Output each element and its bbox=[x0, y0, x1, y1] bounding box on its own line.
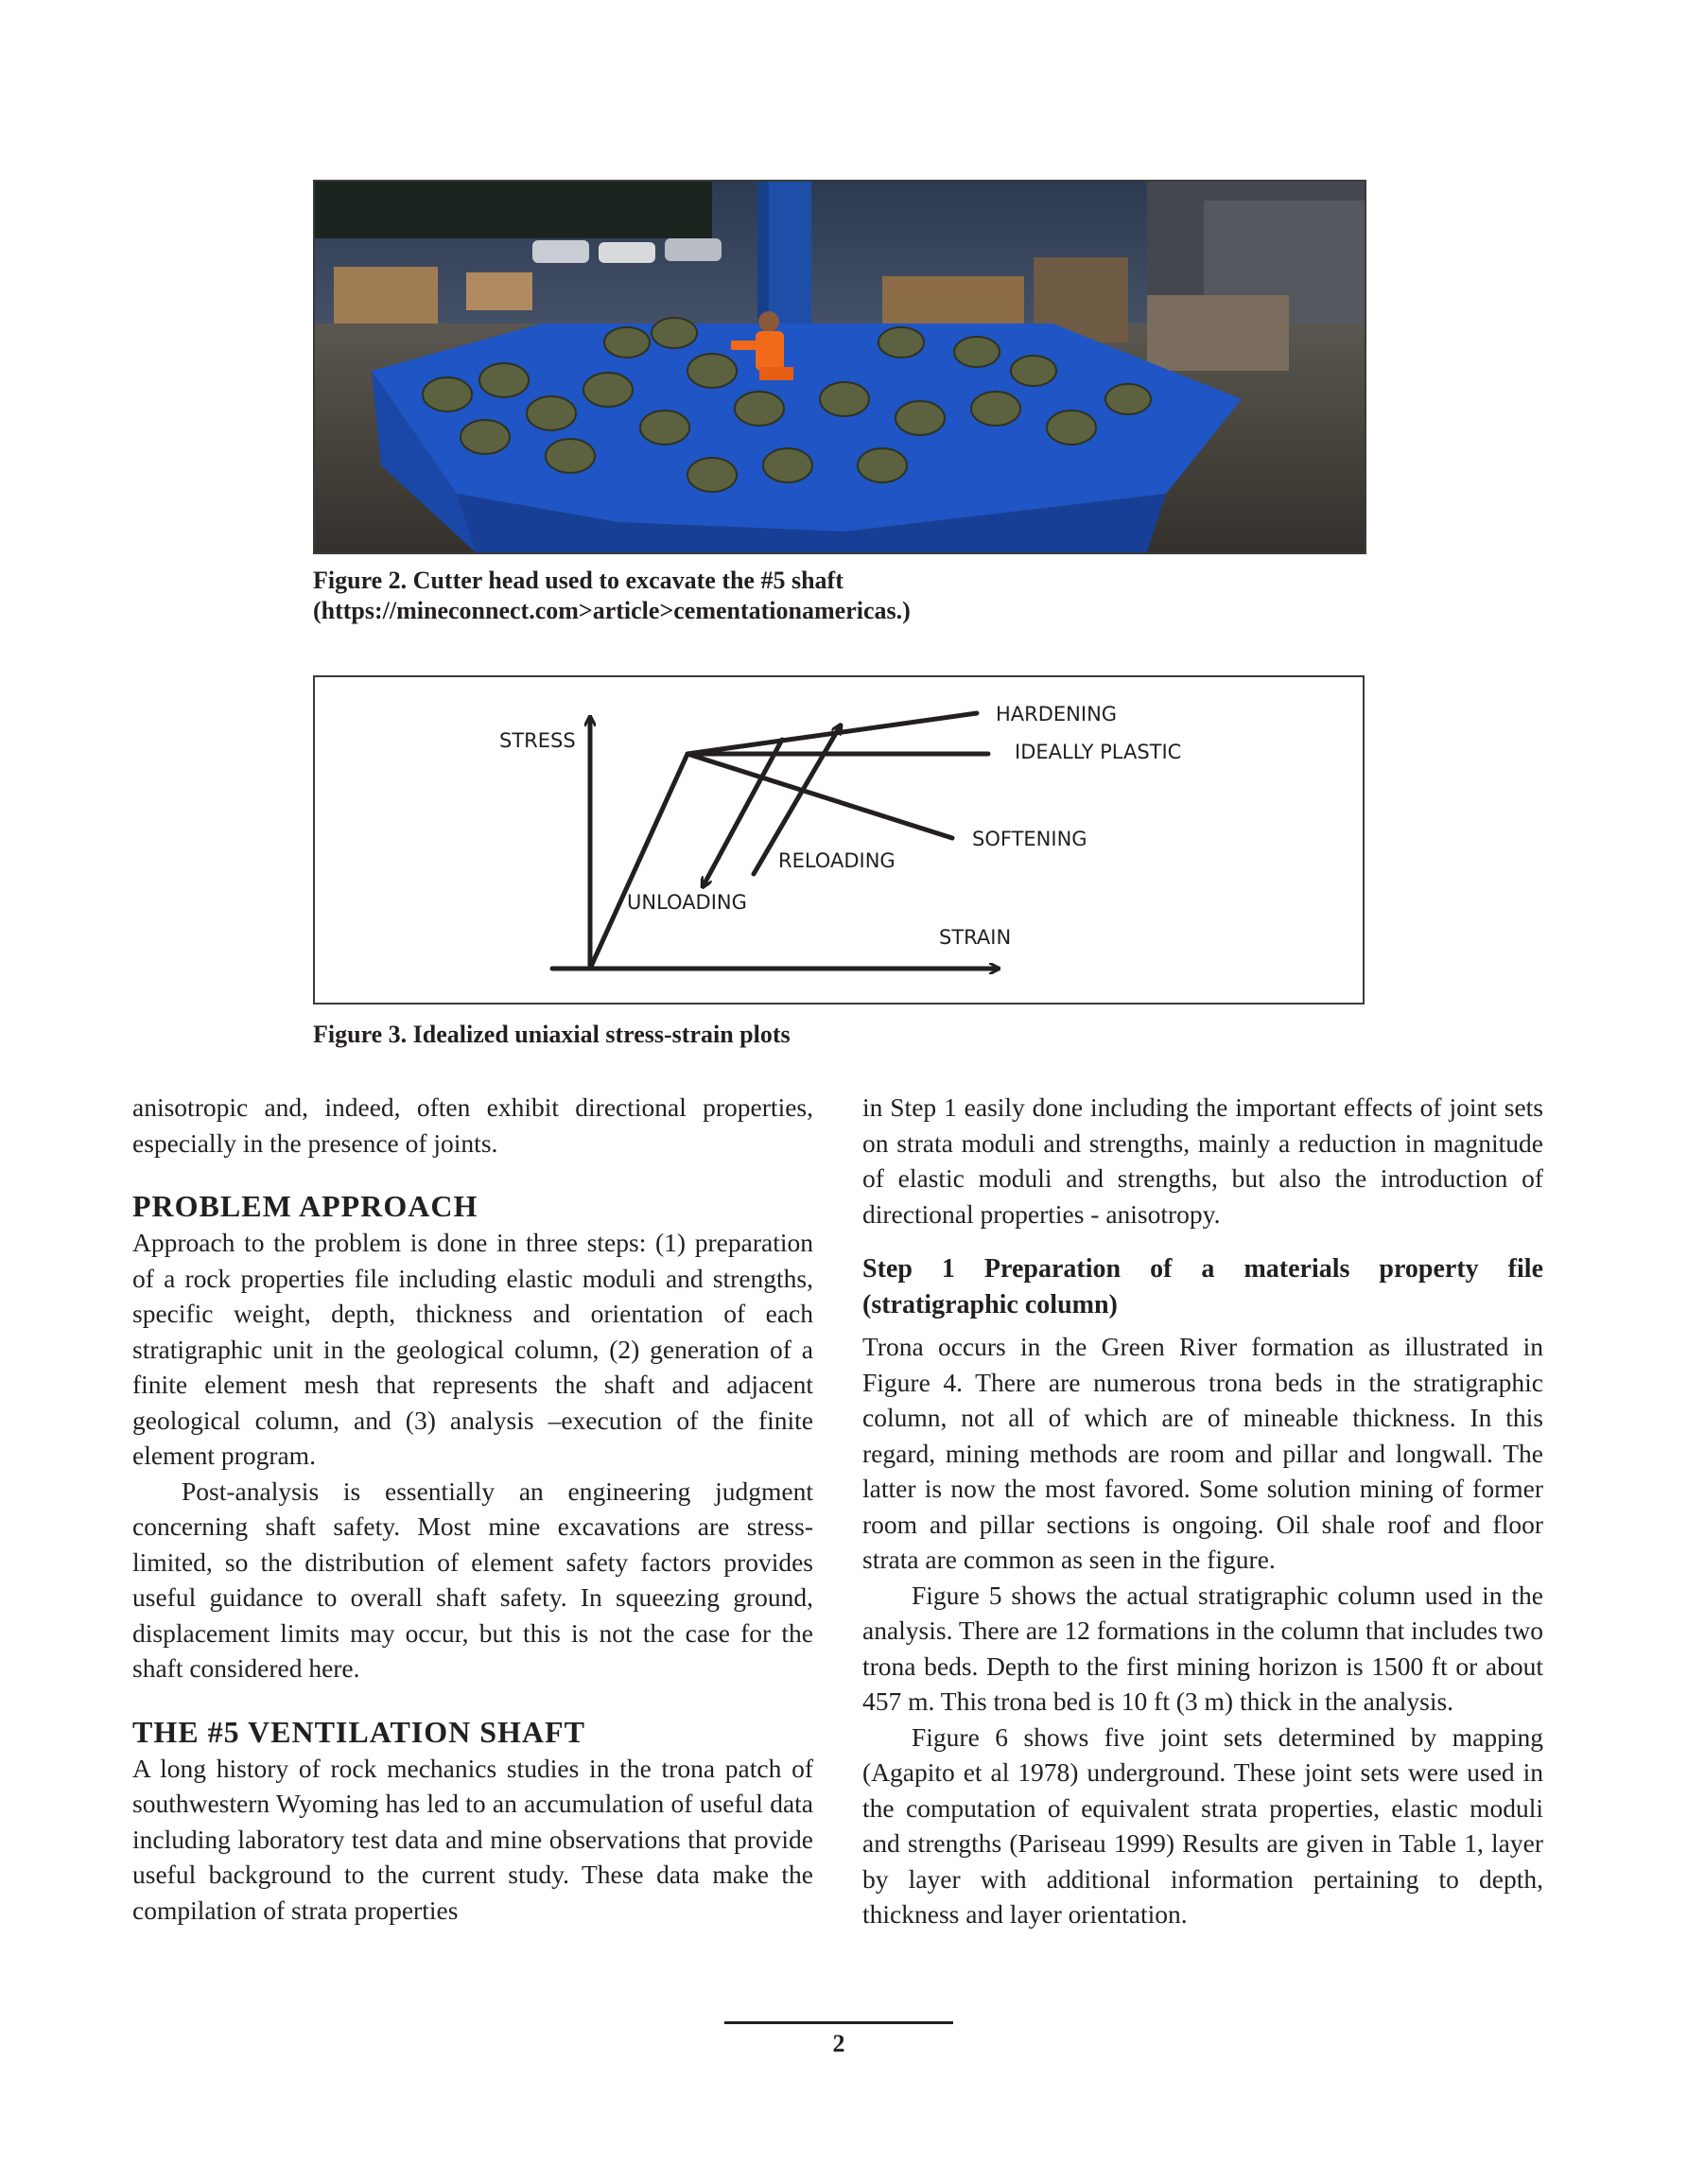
heading-ventilation-shaft: THE #5 VENTILATION SHAFT bbox=[132, 1714, 585, 1749]
left-paragraph-1: anisotropic and, indeed, often exhibit directional properties, especially in the presence of joints. bbox=[132, 1092, 813, 1158]
reloading-label: RELOADING bbox=[778, 849, 896, 872]
right-column bbox=[862, 1090, 1543, 1932]
ideally-plastic-label: IDEALLY PLASTIC bbox=[1015, 741, 1182, 763]
softening-label: SOFTENING bbox=[972, 828, 1087, 850]
left-paragraph-3: Post-analysis is essentially an engineering judgment concerning shaft safety. Most mine excavations are stress-limited, so the distribution of element safety factors provides useful guidance to overall shaft safety. In squeezing ground, displacement limits may occur, but this is not the case for the shaft considered here. bbox=[132, 1476, 813, 1683]
subheading-step-1: Step 1 Preparation of a materials property file (stratigraphic column) bbox=[862, 1254, 1543, 1319]
strain-label: STRAIN bbox=[939, 926, 1012, 949]
figure-2-caption: Figure 2. Cutter head used to excavate the #5 shaft (https://mineconnect.com>article>cementationamericas.) bbox=[313, 567, 911, 624]
hardening-label: HARDENING bbox=[996, 703, 1118, 725]
right-paragraph-3: Figure 5 shows the actual stratigraphic column used in the analysis. There are 12 formations in the column that includes two trona beds. Depth to the first mining horizon is 1500 ft or about 457 m. This trona bed is 10 ft (3 m) thick in the analysis. bbox=[862, 1580, 1543, 1716]
heading-problem-approach: PROBLEM APPROACH bbox=[132, 1189, 478, 1223]
left-paragraph-2: Approach to the problem is done in three steps: (1) preparation of a rock properties file including elastic moduli and strengths, specific weight, depth, thickness and orientation of each stratigraphic unit in the geological column, (2) generation of a finite element mesh that represents the shaft and adjacent geological column, and (3) analysis –execution of the finite element program. bbox=[132, 1228, 813, 1470]
right-paragraph-4: Figure 6 shows five joint sets determined by mapping (Agapito et al 1978) underground. These joint sets were used in the computation of equivalent strata properties, elastic moduli and strengths (Pariseau 1999) Results are given in Table 1, layer by layer with additional information pertaining to depth, thickness and layer orientation. bbox=[862, 1721, 1543, 1929]
page-number: 2 bbox=[832, 2030, 845, 2057]
left-paragraph-4: A long history of rock mechanics studies in the trona patch of southwestern Wyoming has led to an accumulation of useful data including laboratory test data and mine observations that provide useful background to the current study. These data make the compilation of strata properties bbox=[132, 1753, 813, 1925]
hardening-curve bbox=[687, 713, 977, 754]
stress-label: STRESS bbox=[499, 729, 576, 752]
right-paragraph-1: in Step 1 easily done including the important effects of joint sets on strata moduli and strengths, mainly a reduction in magnitude of elastic moduli and strengths, but also the introduction of directional properties - anisotropy. bbox=[862, 1092, 1543, 1229]
figure-3-diagram bbox=[313, 675, 1365, 1005]
left-column bbox=[132, 1090, 813, 1928]
figure-2-photo bbox=[313, 180, 1366, 554]
figure-3-caption: Figure 3. Idealized uniaxial stress-strain plots bbox=[313, 1021, 791, 1048]
page-number-rule bbox=[724, 2021, 953, 2024]
softening-curve bbox=[687, 754, 952, 838]
right-paragraph-2: Trona occurs in the Green River formation as illustrated in Figure 4. There are numerous trona beds in the stratigraphic column, not all of which are of mineable thickness. In this regard, mining methods are room and pillar and longwall. The latter is now the most favored. Some solution mining of former room and pillar sections is ongoing. Oil shale roof and floor strata are common as seen in the figure. bbox=[862, 1332, 1543, 1574]
elastic-curve bbox=[590, 754, 687, 969]
unloading-label: UNLOADING bbox=[627, 891, 747, 914]
